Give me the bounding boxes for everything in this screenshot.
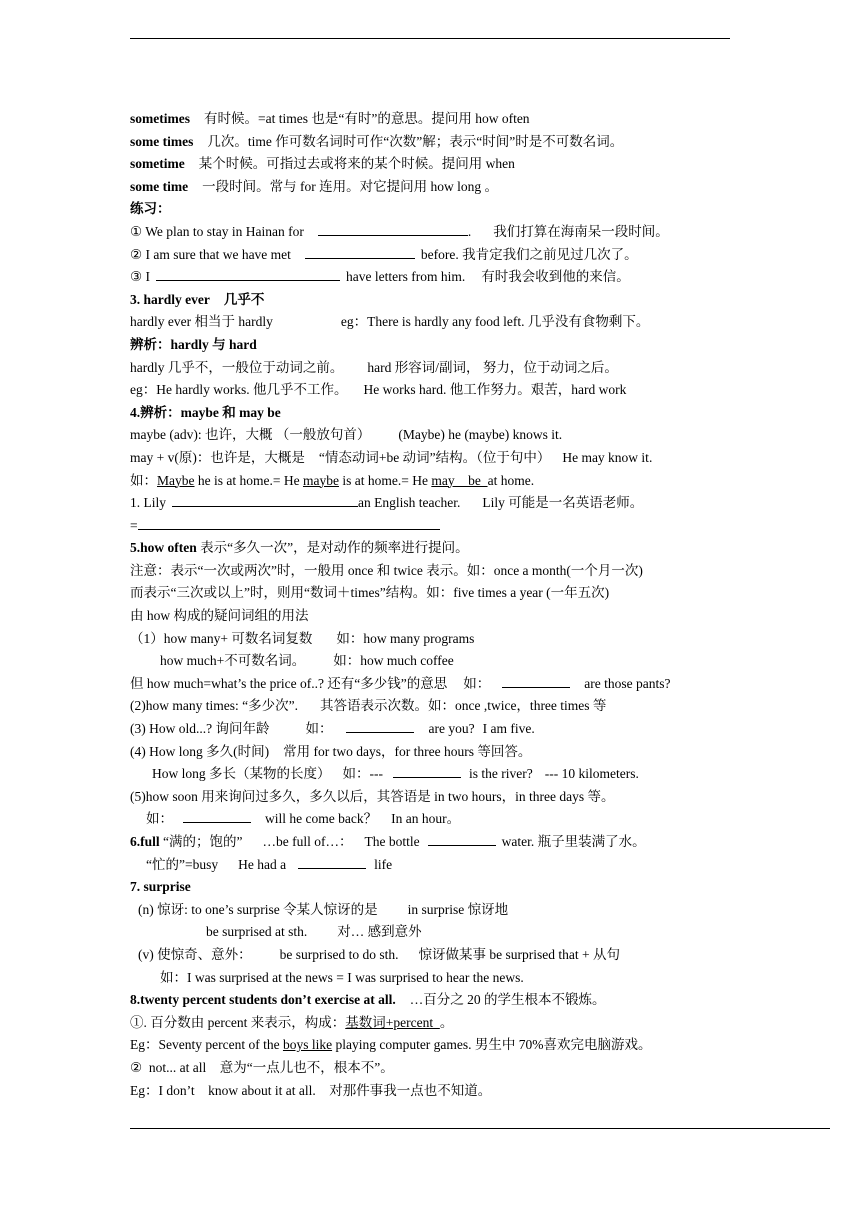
line-not-at-all: ② not... at all 意为“一点儿也不，根本不”。 [130,1059,394,1075]
answer-blank[interactable] [428,831,496,846]
line-maybe: maybe (adv): 也许，大概 （一般放句首） (Maybe) he (maybe) knows it. [130,427,563,443]
line-surprise-example: 如：I was surprised at the news = I was surprised to hear the news. [160,969,524,985]
answer-blank[interactable] [502,673,570,688]
line-percent-example: Eg：Seventy percent of the boys like playing computer games. 男生中 70%喜欢完电脑游戏。 [130,1037,652,1053]
exercise-item-2: ② I am sure that we have met before. 我肯定我们之前见过几次了。 [130,244,740,267]
document-body [130,108,740,1102]
section-5-heading: 5.how often 表示“多久一次”，是对动作的频率进行提问。 [130,540,469,556]
line-how-many: （1）how many+ 可数名词复数 如：how many programs [130,630,475,646]
line-how-phrases: 由 how 构成的疑问词组的用法 [130,608,309,624]
line-how-old: (3) How old...? 询问年龄 如： are you? I am five. [130,718,740,741]
section-3-heading: 3. hardly ever 几乎不 [130,291,265,307]
line-times: 而表示“三次或以上”时，则用“数词＋times”结构。如：five times a year (一年五次) [130,585,610,601]
maybe-exercise-1: 1. Lily an English teacher. Lily 可能是一名英语老师。 [130,492,740,515]
exercise-item-3: ③ I have letters from him. 有时我会收到他的来信。 [130,266,740,289]
exercise-item-1: ① We plan to stay in Hainan for . 我们打算在海南呆一段时间。 [130,221,740,244]
line-full-busy: “忙的”=busy He had a life [130,854,740,877]
answer-blank[interactable] [318,221,468,236]
line-hardly-ever: hardly ever 相当于 hardly eg：There is hardly any food left. 几乎没有食物剩下。 [130,314,650,330]
answer-blank[interactable] [305,244,415,259]
line-maybe-example: 如：Maybe he is at home.= He maybe is at home.= He may be at home. [130,472,535,488]
line-surprise-noun: (n) 惊讶: to one’s surprise 令某人惊讶的是 in surprise 惊讶地 [138,901,509,917]
line-some-time: some time 一段时间。常与 for 连用。对它提问用 how long 。 [130,178,498,194]
section-6-full: 6.full “满的；饱的” …be full of…： The bottle water. 瓶子里装满了水。 [130,831,740,854]
answer-blank[interactable] [138,515,440,530]
line-how-soon-example: 如： will he come back？ In an hour。 [130,808,740,831]
answer-blank[interactable] [156,266,340,281]
section-8-heading: 8.twenty percent students don’t exercise at all. …百分之 20 的学生根本不锻炼。 [130,992,606,1008]
hardly-hard-heading: 辨析：hardly 与 hard [130,336,257,352]
line-hardly-vs-hard: hardly 几乎不，一般位于动词之前。 hard 形容词/副词， 努力，位于动词之后。 [130,359,618,375]
footer-rule [130,1128,830,1129]
line-not-at-all-example: Eg：I don’t know about it at all. 对那件事我一点也不知道。 [130,1082,492,1098]
answer-blank[interactable] [298,854,366,869]
answer-blank[interactable] [172,492,358,507]
line-hard-example: eg：He hardly works. 他几乎不工作。 He works hard. 他工作努力。艰苦，hard work [130,382,627,398]
line-surprise-verb: (v) 使惊奇、意外： be surprised to do sth. 惊讶做某事 be surprised that + 从句 [138,946,620,962]
line-how-many-times: (2)how many times: “多少次”. 其答语表示次数。如：once ,twice，three times 等 [130,698,607,714]
line-some-times: some times 几次。time 作可数名词时可作“次数”解；表示“时间”时是不可数名词。 [130,133,624,149]
line-how-long-length: How long 多长（某物的长度） 如：--- is the river? --- 10 kilometers. [130,763,740,786]
exercise-heading: 练习： [130,201,171,217]
header-rule [130,38,730,39]
line-surprised-at: be surprised at sth. 对… 感到意外 [206,924,422,940]
line-sometime: sometime 某个时候。可指过去或将来的某个时候。提问用 when [130,156,515,172]
line-how-long-time: (4) How long 多久(时间) 常用 for two days，for three hours 等回答。 [130,743,532,759]
maybe-exercise-rewrite: = [130,515,740,538]
line-sometimes: sometimes 有时候。=at times 也是“有时”的意思。提问用 how often [130,111,530,126]
line-may-be: may + v(原)：也许是，大概是 “情态动词+be 动词”结构。（位于句中） He may know it. [130,449,653,465]
section-7-heading: 7. surprise [130,879,191,895]
answer-blank[interactable] [183,808,251,823]
section-4-heading: 4.辨析：maybe 和 may be [130,404,281,420]
line-how-much-price: 但 how much=what’s the price of..? 还有“多少钱”的意思 如： are those pants? [130,673,740,696]
line-how-soon: (5)how soon 用来询问过多久，多久以后，其答语是 in two hours，in three days 等。 [130,788,615,804]
line-how-much: how much+不可数名词。 如：how much coffee [160,653,454,669]
line-once-twice: 注意：表示“一次或两次”时，一般用 once 和 twice 表示。如：once a month(一个月一次) [130,562,643,578]
answer-blank[interactable] [346,718,414,733]
answer-blank[interactable] [393,763,461,778]
line-percent: ①. 百分数由 percent 来表示，构成：基数词+percent 。 [130,1014,454,1030]
